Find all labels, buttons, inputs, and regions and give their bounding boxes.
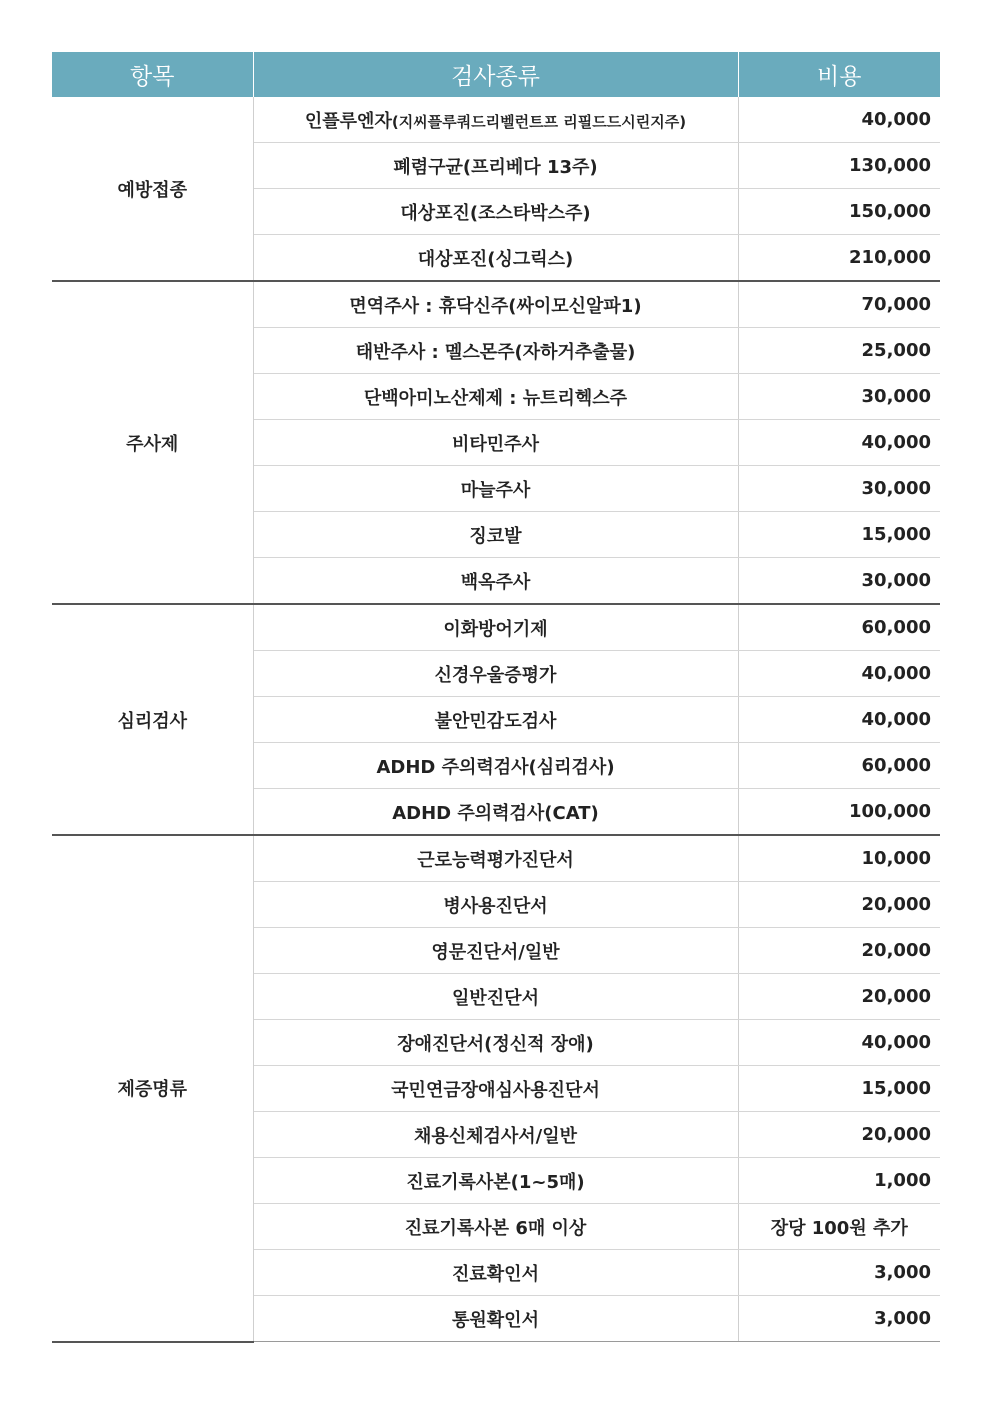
test-type-cell [253,697,738,743]
cost-cell: 40,000 [738,1020,940,1066]
cost-cell: 100,000 [738,789,940,836]
test-name: 태반주사 : 멜스몬주(자하거추출물) [355,341,636,363]
test-name: 대상포진(싱그릭스) [417,248,574,270]
test-type-cell [253,1158,738,1204]
test-type-cell [253,512,738,558]
test-type-cell [253,143,738,189]
test-type-cell [253,1250,738,1296]
test-name: 비타민주사 [452,433,539,455]
cost-cell: 60,000 [738,743,940,789]
test-type-cell [253,328,738,374]
test-type-cell [253,789,738,836]
test-name: 신경우울증평가 [434,664,557,686]
fee-table [52,52,940,1343]
test-type-cell [253,281,738,328]
cost-cell: 15,000 [738,512,940,558]
test-name: 폐렴구균(프리베다 13주) [393,156,598,178]
test-type-cell [253,1204,738,1250]
table-body [52,97,940,1342]
test-name: 병사용진단서 [443,895,548,917]
cost-cell: 210,000 [738,235,940,282]
test-type-cell [253,466,738,512]
test-name: 면역주사 : 휴닥신주(싸이모신알파1) [349,295,642,317]
test-detail: (지씨플루쿼드리벨런트프 리필드드시린지주) [391,112,687,131]
cost-cell: 10,000 [738,835,940,882]
table-header [52,52,940,97]
cost-cell: 15,000 [738,1066,940,1112]
header-row [52,52,940,97]
test-name: 백옥주사 [460,571,531,593]
table-row [52,97,940,143]
category-cell: 주사제 [52,281,253,604]
test-type-cell [253,374,738,420]
test-type-cell [253,235,738,282]
cost-cell: 1,000 [738,1158,940,1204]
test-name: 일반진단서 [452,987,539,1009]
cost-cell: 20,000 [738,882,940,928]
test-type-cell [253,1020,738,1066]
test-type-cell [253,558,738,605]
test-type-cell [253,189,738,235]
table-row [52,281,940,328]
test-type-cell [253,651,738,697]
cost-cell: 40,000 [738,97,940,143]
test-type-cell [253,420,738,466]
cost-cell: 30,000 [738,558,940,605]
cost-cell: 30,000 [738,466,940,512]
test-name: 진료확인서 [452,1263,539,1285]
test-name: 국민연금장애심사용진단서 [391,1079,600,1101]
test-type-cell [253,882,738,928]
test-name: 대상포진(조스타박스주) [400,202,591,224]
test-type-cell [253,928,738,974]
header-category: 항목 [52,52,253,97]
cost-cell: 20,000 [738,974,940,1020]
cost-cell: 25,000 [738,328,940,374]
test-type-cell [253,604,738,651]
cost-cell: 70,000 [738,281,940,328]
cost-cell: 20,000 [738,1112,940,1158]
category-cell: 예방접종 [52,97,253,281]
test-type-cell [253,1112,738,1158]
test-type-cell [253,835,738,882]
cost-cell: 30,000 [738,374,940,420]
cost-cell: 3,000 [738,1250,940,1296]
cost-cell: 60,000 [738,604,940,651]
cost-cell: 150,000 [738,189,940,235]
test-name: 장애진단서(정신적 장애) [397,1033,594,1055]
test-type-cell [253,97,738,143]
test-type-cell [253,1066,738,1112]
cost-cell: 40,000 [738,420,940,466]
header-cost: 비용 [738,52,940,97]
test-name: ADHD 주의력검사(CAT) [392,802,599,824]
test-name: 근로능력평가진단서 [417,849,574,871]
test-name: 징코발 [469,525,522,547]
table-row [52,835,940,882]
test-name: 불안민감도검사 [434,710,557,732]
test-type-cell [253,743,738,789]
category-cell: 심리검사 [52,604,253,835]
header-test-type: 검사종류 [253,52,738,97]
test-name: 진료기록사본(1~5매) [406,1171,585,1193]
test-type-cell [253,1296,738,1342]
table-row [52,604,940,651]
cost-cell: 3,000 [738,1296,940,1342]
test-type-cell [253,974,738,1020]
category-cell: 제증명류 [52,835,253,1342]
test-name: 영문진단서/일반 [431,941,560,963]
cost-cell: 40,000 [738,651,940,697]
test-name: 채용신체검사서/일반 [413,1125,578,1147]
cost-cell: 20,000 [738,928,940,974]
test-name: 이화방어기제 [443,618,548,640]
cost-cell: 130,000 [738,143,940,189]
test-name: 인플루엔자 [304,110,392,132]
test-name: 단백아미노산제제 : 뉴트리헥스주 [363,387,628,409]
test-name: ADHD 주의력검사(심리검사) [376,756,615,778]
test-name: 통원확인서 [452,1309,539,1331]
cost-cell: 40,000 [738,697,940,743]
cost-cell: 장당 100원 추가 [738,1204,940,1250]
test-name: 진료기록사본 6매 이상 [404,1217,587,1239]
test-name: 마늘주사 [460,479,531,501]
